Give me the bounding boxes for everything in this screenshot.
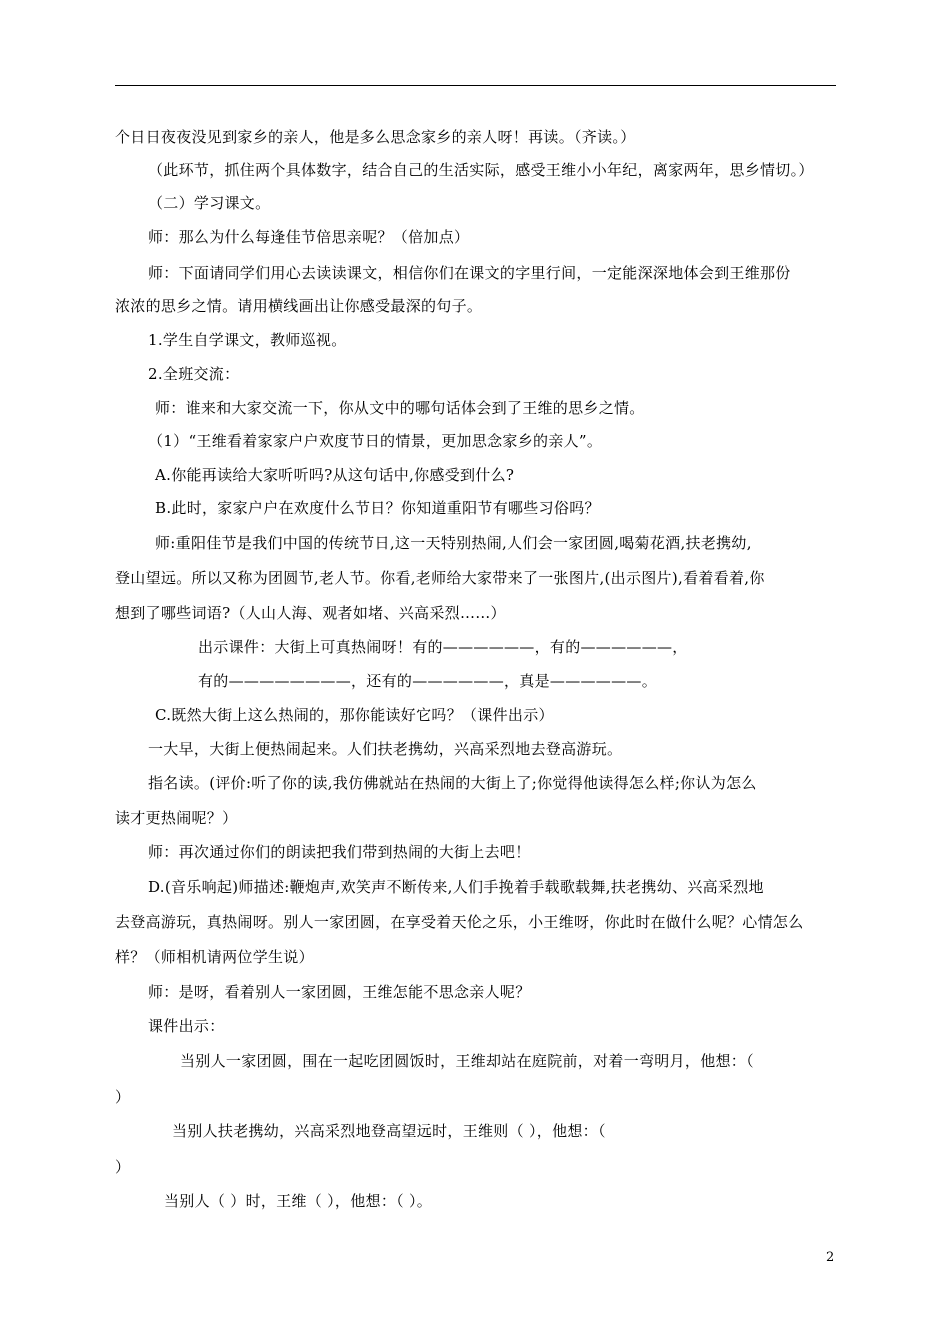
page-number: 2: [826, 1250, 835, 1265]
text-line: 读才更热闹呢？）: [115, 809, 238, 827]
text-line: 师:重阳佳节是我们中国的传统节日,这一天特别热闹,人们会一家团圆,喝菊花酒,扶老携幼,: [155, 534, 752, 552]
text-line: 一大早，大街上便热闹起来。人们扶老携幼，兴高采烈地去登高游玩。: [148, 740, 623, 758]
text-line: D.(音乐响起)师描述:鞭炮声,欢笑声不断传来,人们手挽着手载歌载舞,扶老携幼、兴高采烈地: [148, 878, 764, 896]
text-line: （此环节，抓住两个具体数字，结合自己的生活实际，感受王维小小年纪，离家两年，思乡情切。）: [148, 161, 814, 179]
text-line: C.既然大街上这么热闹的，那你能读好它吗？（课件出示）: [155, 706, 554, 724]
text-line: 2.全班交流：: [148, 365, 240, 383]
text-line: ）: [115, 1158, 131, 1176]
text-line: ）: [115, 1088, 131, 1106]
text-line: 登山望远。所以又称为团圆节,老人节。你看,老师给大家带来了一张图片,(出示图片),看着看着,你: [115, 569, 765, 587]
text-line: 课件出示：: [148, 1017, 225, 1035]
text-line: 师：那么为什么每逢佳节倍思亲呢？（倍加点）: [148, 228, 470, 246]
text-line: 1.学生自学课文，教师巡视。: [148, 331, 347, 349]
text-line: 有的————————，还有的——————，真是——————。: [198, 672, 658, 690]
text-line: （1）“王维看着家家户户欢度节日的情景，更加思念家乡的亲人”。: [148, 432, 603, 450]
text-line: 当别人（ ）时，王维（ ），他想：（ ）。: [164, 1192, 433, 1210]
text-line: 当别人扶老携幼，兴高采烈地登高望远时，王维则（ ），他想：（: [172, 1122, 606, 1140]
text-line: 个日日夜夜没见到家乡的亲人，他是多么思念家乡的亲人呀！再读。（齐读。）: [115, 128, 636, 146]
text-line: 出示课件：大街上可真热闹呀！有的——————，有的——————，: [198, 638, 688, 656]
text-line: 想到了哪些词语?（人山人海、观者如堵、兴高采烈……）: [115, 604, 506, 622]
text-line: （二）学习课文。: [148, 194, 271, 212]
text-line: 去登高游玩，真热闹呀。别人一家团圆，在享受着天伦之乐，小王维呀，你此时在做什么呢？心情怎么: [115, 913, 804, 931]
header-rule: [115, 85, 836, 86]
text-line: 指名读。(评价:听了你的读,我仿佛就站在热闹的大街上了;你觉得他读得怎么样;你认为怎么: [148, 774, 757, 792]
text-line: 师：下面请同学们用心去读读课文，相信你们在课文的字里行间，一定能深深地体会到王维那份: [148, 264, 791, 282]
text-line: 师：谁来和大家交流一下，你从文中的哪句话体会到了王维的思乡之情。: [155, 399, 645, 417]
text-line: A.你能再读给大家听听吗?从这句话中,你感受到什么?: [155, 466, 515, 484]
text-line: 师：是呀，看着别人一家团圆，王维怎能不思念亲人呢？: [148, 983, 531, 1001]
text-line: B.此时，家家户户在欢度什么节日？你知道重阳节有哪些习俗吗？: [155, 499, 600, 517]
text-line: 浓浓的思乡之情。请用横线画出让你感受最深的句子。: [115, 297, 483, 315]
text-line: 样？（师相机请两位学生说）: [115, 948, 314, 966]
text-line: 师：再次通过你们的朗读把我们带到热闹的大街上去吧！: [148, 843, 531, 861]
text-line: 当别人一家团圆，围在一起吃团圆饭时，王维却站在庭院前，对着一弯明月，他想：（: [180, 1052, 754, 1070]
